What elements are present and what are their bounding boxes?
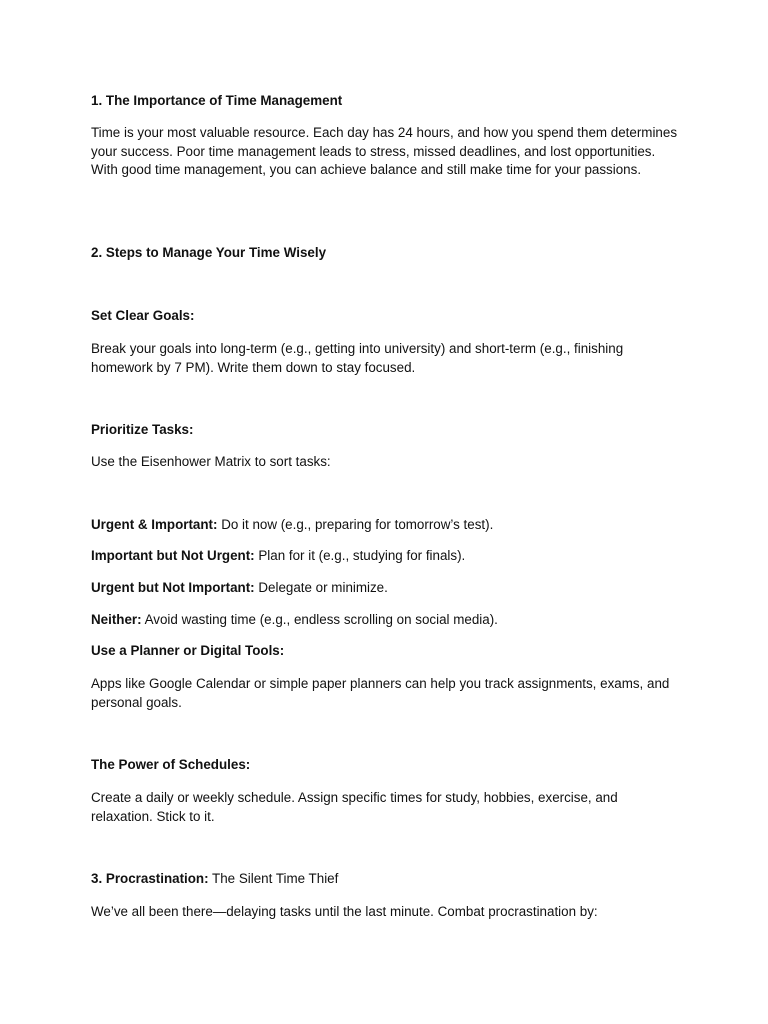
set-clear-goals-paragraph: Break your goals into long-term (e.g., getting into university) and short-term (e.g., finishing homework by 7 PM). Write them down to stay focused. bbox=[91, 341, 624, 375]
section-1-paragraph: Time is your most valuable resource. Each day has 24 hours, and how you spend them determines your success. Poor time management leads to stress, missed deadlines, and lost opportunities. With good time management, you can achieve balance and still make time for your passions. bbox=[91, 125, 678, 178]
schedules-heading: The Power of Schedules: bbox=[91, 757, 251, 772]
matrix-item bbox=[91, 611, 681, 630]
section-3-heading-bold: 3. Procrastination: bbox=[91, 871, 209, 886]
matrix-item-label: Urgent & Important: bbox=[91, 517, 218, 532]
section-1-heading: 1. The Importance of Time Management bbox=[91, 93, 343, 108]
schedules-paragraph: Create a daily or weekly schedule. Assign specific times for study, hobbies, exercise, and relaxation. Stick to it. bbox=[91, 790, 618, 824]
matrix-item-text: Do it now (e.g., preparing for tomorrow’s test). bbox=[217, 517, 494, 532]
matrix-item bbox=[91, 579, 681, 598]
matrix-item-text: Delegate or minimize. bbox=[254, 580, 388, 595]
matrix-item-label: Important but Not Urgent: bbox=[91, 548, 255, 563]
planner-heading: Use a Planner or Digital Tools: bbox=[91, 643, 285, 658]
matrix-item-label: Urgent but Not Important: bbox=[91, 580, 255, 595]
section-3-heading bbox=[91, 870, 681, 889]
matrix-item bbox=[91, 516, 681, 535]
planner-paragraph: Apps like Google Calendar or simple paper planners can help you track assignments, exams, and personal goals. bbox=[91, 676, 670, 710]
matrix-item-label: Neither: bbox=[91, 612, 142, 627]
section-3-paragraph: We’ve all been there—delaying tasks until the last minute. Combat procrastination by: bbox=[91, 904, 598, 919]
matrix-item bbox=[91, 547, 681, 566]
section-2-heading: 2. Steps to Manage Your Time Wisely bbox=[91, 245, 327, 260]
matrix-item-text: Avoid wasting time (e.g., endless scrolling on social media). bbox=[141, 612, 498, 627]
set-clear-goals-heading: Set Clear Goals: bbox=[91, 308, 195, 323]
section-3-heading-rest: The Silent Time Thief bbox=[208, 871, 339, 886]
matrix-item-text: Plan for it (e.g., studying for finals). bbox=[254, 548, 466, 563]
prioritize-tasks-paragraph: Use the Eisenhower Matrix to sort tasks: bbox=[91, 454, 331, 469]
prioritize-tasks-heading: Prioritize Tasks: bbox=[91, 422, 194, 437]
